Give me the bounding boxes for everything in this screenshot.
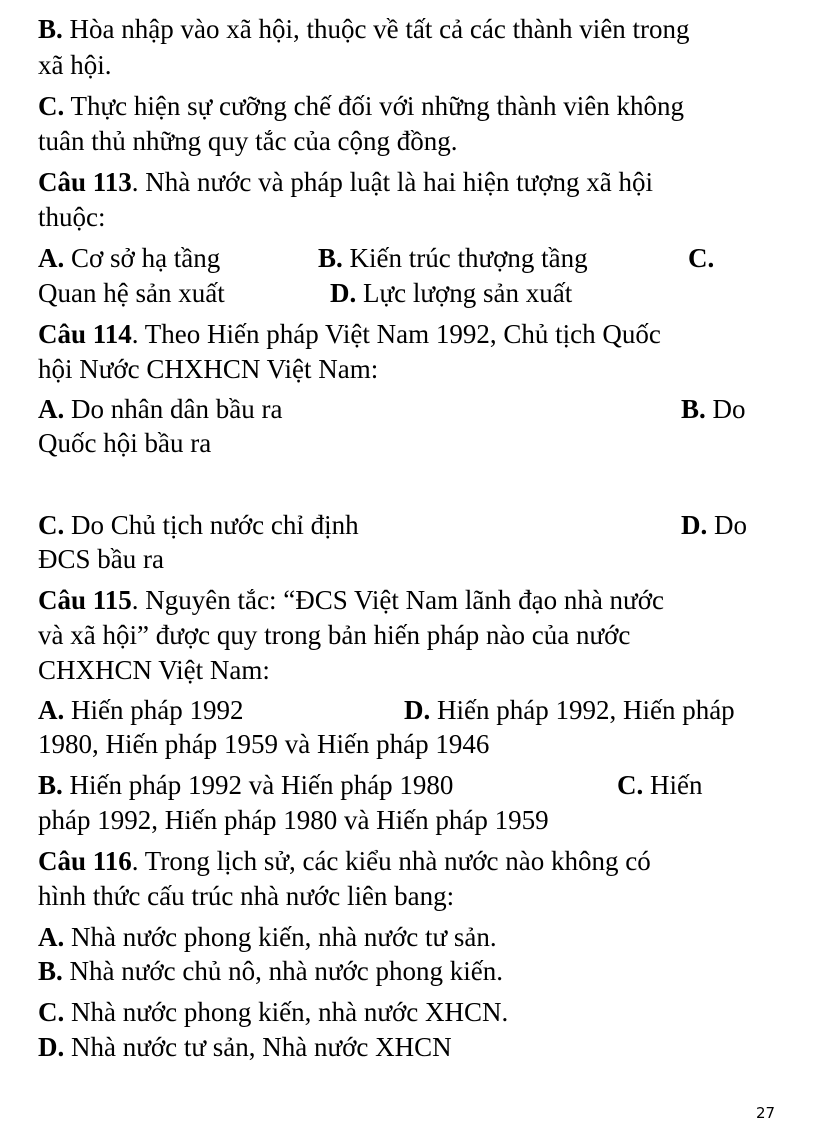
option-text: Nhà nước phong kiến, nhà nước tư sản. xyxy=(64,922,497,952)
q113-stem-cont xyxy=(38,200,106,234)
option-label: B. xyxy=(38,14,63,44)
q113-option-d xyxy=(330,276,572,310)
question-text: và xã hội” được quy trong bản hiến pháp nào của nước xyxy=(38,620,631,650)
question-text: hình thức cấu trúc nhà nước liên bang: xyxy=(38,881,455,911)
q114-option-b-cont xyxy=(38,426,211,460)
q115-stem-cont xyxy=(38,618,630,652)
option-text: Do xyxy=(705,394,746,424)
option-text: Nhà nước tư sản, Nhà nước XHCN xyxy=(64,1032,452,1062)
question-text: . Trong lịch sử, các kiểu nhà nước nào không có xyxy=(131,846,651,876)
question-label: Câu 114 xyxy=(38,319,132,349)
option-text: Hiến pháp 1992 xyxy=(64,695,244,725)
option-label: D. xyxy=(330,278,357,308)
question-text: thuộc: xyxy=(38,202,106,232)
q112-option-c-cont xyxy=(38,124,458,158)
option-text: Kiến trúc thượng tầng xyxy=(342,243,588,273)
option-label: B. xyxy=(38,956,63,986)
option-text: Hòa nhập vào xã hội, thuộc về tất cả các thành viên trong xyxy=(62,14,690,44)
option-label: A. xyxy=(38,394,65,424)
q116-stem xyxy=(38,844,651,878)
q112-option-b-cont xyxy=(38,48,112,82)
option-label: B. xyxy=(38,770,63,800)
option-text: Hiến pháp 1992 và Hiến pháp 1980 xyxy=(62,770,454,800)
option-text: Nhà nước phong kiến, nhà nước XHCN. xyxy=(64,997,509,1027)
q113-stem xyxy=(38,165,653,199)
option-text: Quốc hội bầu ra xyxy=(38,428,212,458)
q114-option-c xyxy=(38,508,359,542)
question-label: Câu 113 xyxy=(38,167,132,197)
q116-option-b xyxy=(38,954,503,988)
question-text: . Nhà nước và pháp luật là hai hiện tượng xã hội xyxy=(131,167,653,197)
option-label: C. xyxy=(38,91,65,121)
q113-option-c xyxy=(688,241,714,275)
q114-stem xyxy=(38,317,661,351)
option-text: Do Chủ tịch nước chỉ định xyxy=(64,510,359,540)
option-label: D. xyxy=(404,695,431,725)
option-label: D. xyxy=(38,1032,65,1062)
q113-option-c-cont xyxy=(38,276,225,310)
option-text: tuân thủ những quy tắc của cộng đồng. xyxy=(38,126,458,156)
q114-option-b xyxy=(681,392,746,426)
option-text: 1980, Hiến pháp 1959 và Hiến pháp 1946 xyxy=(38,729,490,759)
q114-option-d-cont xyxy=(38,542,164,576)
option-text: Quan hệ sản xuất xyxy=(38,278,225,308)
option-label: D. xyxy=(681,510,708,540)
option-text: Lực lượng sản xuất xyxy=(356,278,573,308)
q112-option-c xyxy=(38,89,684,123)
q115-option-d xyxy=(404,693,735,727)
q115-option-c xyxy=(617,768,702,802)
q114-option-d xyxy=(681,508,747,542)
q114-stem-cont xyxy=(38,352,378,386)
q116-option-a xyxy=(38,920,497,954)
option-label: C. xyxy=(688,243,715,273)
option-label: A. xyxy=(38,695,65,725)
option-text: Do nhân dân bầu ra xyxy=(64,394,283,424)
q113-option-b xyxy=(318,241,588,275)
q115-option-b xyxy=(38,768,453,802)
option-text: Thực hiện sự cưỡng chế đối với những thành viên không xyxy=(64,91,684,121)
option-label: A. xyxy=(38,922,65,952)
q113-option-a xyxy=(38,241,220,275)
option-text: Cơ sở hạ tầng xyxy=(64,243,221,273)
question-label: Câu 115 xyxy=(38,585,132,615)
option-label: B. xyxy=(681,394,706,424)
option-text: ĐCS bầu ra xyxy=(38,544,164,574)
question-text: CHXHCN Việt Nam: xyxy=(38,655,270,685)
option-text: Do xyxy=(707,510,747,540)
question-text: . Nguyên tắc: “ĐCS Việt Nam lãnh đạo nhà nước xyxy=(131,585,664,615)
option-text: xã hội. xyxy=(38,50,112,80)
option-text: Nhà nước chủ nô, nhà nước phong kiến. xyxy=(62,956,503,986)
option-text: Hiến xyxy=(643,770,703,800)
option-text: Hiến pháp 1992, Hiến pháp xyxy=(430,695,735,725)
option-label: C. xyxy=(617,770,644,800)
q116-option-d xyxy=(38,1030,452,1064)
question-label: Câu 116 xyxy=(38,846,132,876)
q115-stem-cont-2 xyxy=(38,653,270,687)
option-label: C. xyxy=(38,510,65,540)
question-text: hội Nước CHXHCN Việt Nam: xyxy=(38,354,379,384)
q115-option-d-cont xyxy=(38,727,489,761)
option-text: pháp 1992, Hiến pháp 1980 và Hiến pháp 1959 xyxy=(38,805,549,835)
option-label: C. xyxy=(38,997,65,1027)
page-number: 27 xyxy=(756,1104,776,1122)
q116-stem-cont xyxy=(38,879,454,913)
option-label: B. xyxy=(318,243,343,273)
q112-option-b xyxy=(38,12,690,46)
q114-option-a xyxy=(38,392,282,426)
q116-option-c xyxy=(38,995,508,1029)
q115-option-a xyxy=(38,693,243,727)
option-label: A. xyxy=(38,243,65,273)
q115-stem xyxy=(38,583,664,617)
question-text: . Theo Hiến pháp Việt Nam 1992, Chủ tịch Quốc xyxy=(131,319,661,349)
q115-option-c-cont xyxy=(38,803,549,837)
